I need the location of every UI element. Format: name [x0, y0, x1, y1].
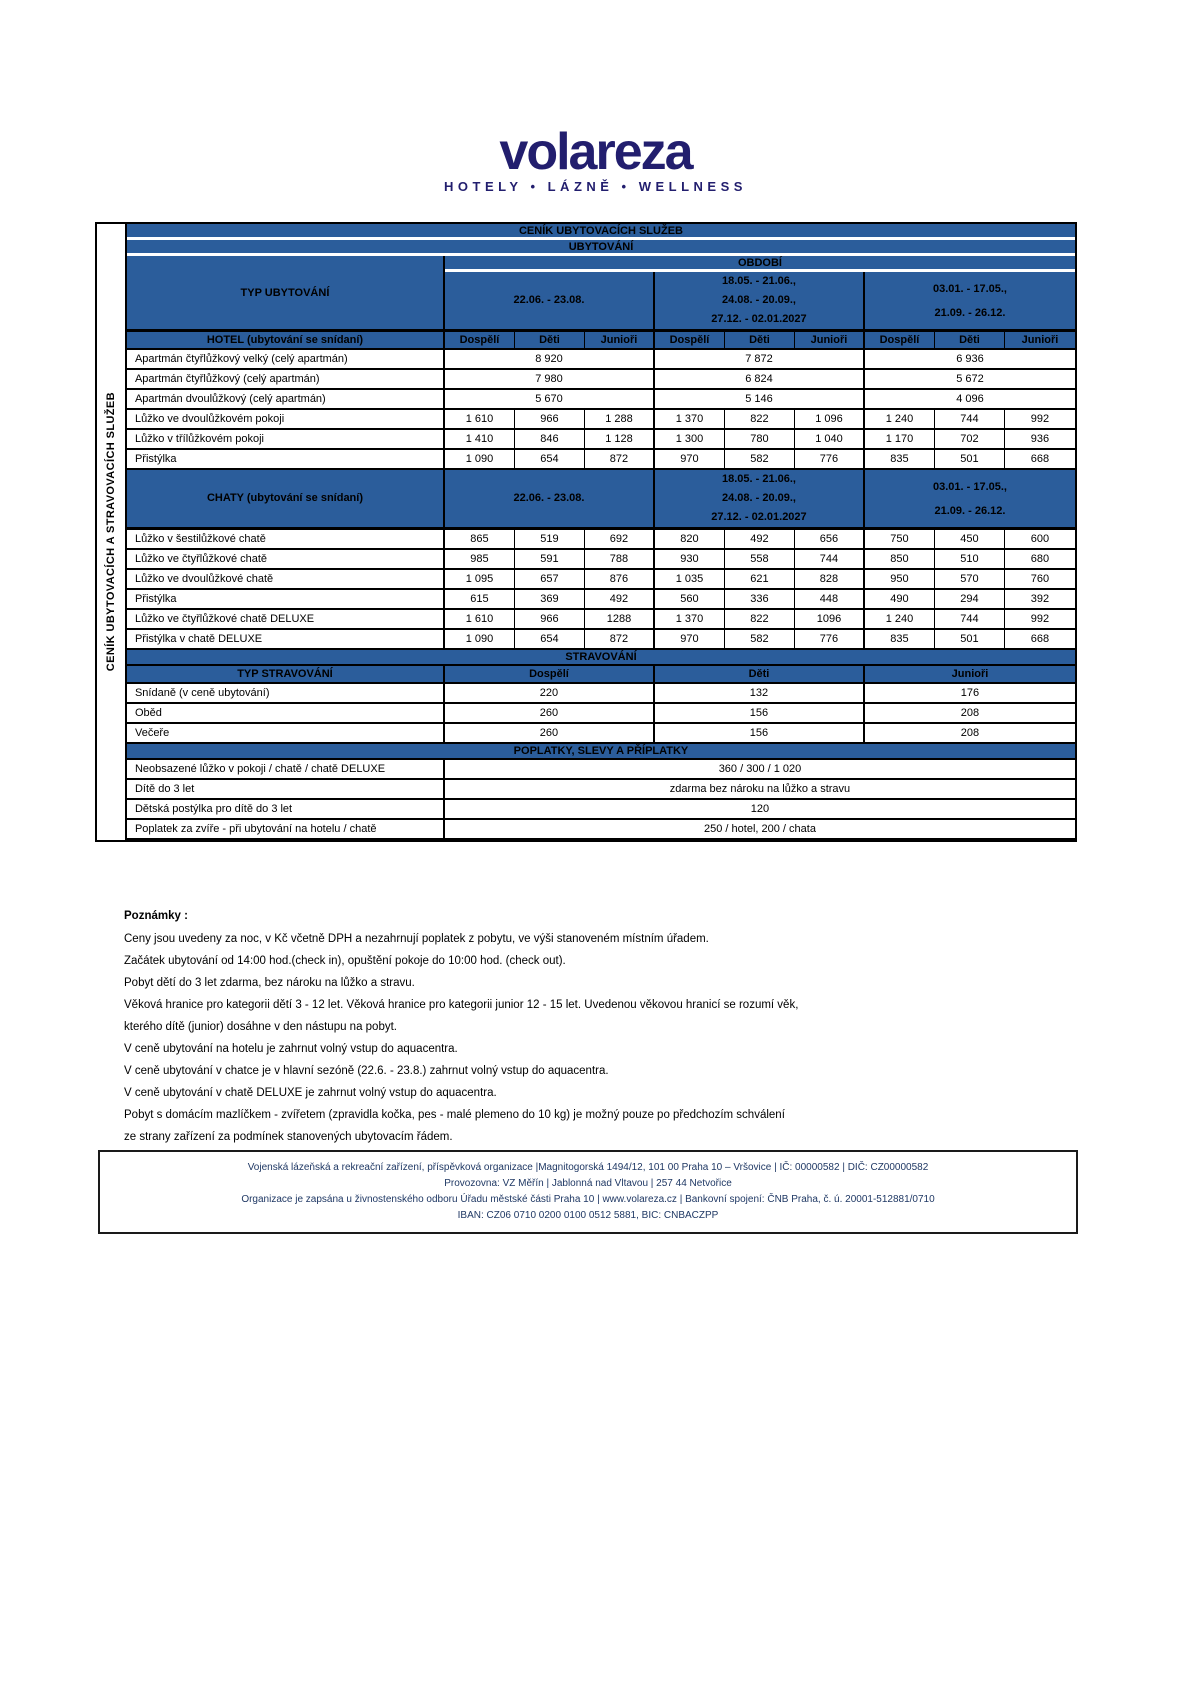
side-label-text: CENÍK UBYTOVACÍCH A STRAVOVACÍCH SLUŽEB	[104, 392, 117, 672]
note-line: Pobyt s domácím mazlíčkem - zvířetem (zpravidla kočka, pes - malé plemeno do 10 kg) je možný pouze po předchozím schválení	[124, 1109, 785, 1121]
price-cell: 582	[725, 450, 795, 470]
price-cell: 760	[1005, 570, 1075, 590]
typ-ubytovani-header: TYP UBYTOVÁNÍ	[127, 256, 445, 332]
value-cell: 250 / hotel, 200 / chata	[445, 820, 1075, 840]
price-cell: 828	[795, 570, 865, 590]
price-cell: 702	[935, 430, 1005, 450]
period-line: 22.06. - 23.08.	[513, 294, 585, 306]
row-label: Snídaně (v ceně ubytování)	[127, 684, 445, 704]
price-cell: 560	[655, 590, 725, 610]
row-label: Oběd	[127, 704, 445, 724]
note-line: V ceně ubytování v chatě DELUXE je zahrnut volný vstup do aquacentra.	[124, 1087, 497, 1099]
price-cell: 1 128	[585, 430, 655, 450]
table-row	[127, 780, 1075, 800]
price-cell: 492	[585, 590, 655, 610]
price-cell: 615	[445, 590, 515, 610]
price-cell: 876	[585, 570, 655, 590]
typ-stravovani-header: TYP STRAVOVÁNÍ	[127, 666, 445, 684]
row-label: Lůžko v šestilůžkové chatě	[127, 530, 445, 550]
value-cell: zdarma bez nároku na lůžko a stravu	[445, 780, 1075, 800]
price-cell: 519	[515, 530, 585, 550]
subcol-header: Děti	[655, 666, 865, 684]
price-cell: 1 610	[445, 410, 515, 430]
price-cell: 1 040	[795, 430, 865, 450]
row-label: Lůžko ve čtyřlůžkové chatě	[127, 550, 445, 570]
price-cell: 1 035	[655, 570, 725, 590]
price-cell: 7 872	[655, 350, 865, 370]
table-row	[127, 630, 1075, 650]
subcol-header: Junioři	[865, 666, 1075, 684]
note-line: V ceně ubytování na hotelu je zahrnut volný vstup do aquacentra.	[124, 1043, 458, 1055]
vertical-side-label	[97, 224, 127, 840]
price-cell: 780	[725, 430, 795, 450]
period-line: 21.09. - 26.12.	[934, 306, 1006, 319]
section-bar-poplatky	[127, 744, 1075, 760]
price-cell: 985	[445, 550, 515, 570]
row-label: Dítě do 3 let	[127, 780, 445, 800]
price-cell: 835	[865, 630, 935, 650]
row-label: Přistýlka	[127, 450, 445, 470]
table-row	[127, 800, 1075, 820]
note-line: Ceny jsou uvedeny za noc, v Kč včetně DPH a nezahrnují poplatek z pobytu, ve výši stanoveném místním úřadem.	[124, 933, 709, 945]
price-cell: 176	[865, 684, 1075, 704]
subcol-header: Dospělí	[445, 332, 515, 350]
price-cell: 872	[585, 630, 655, 650]
price-cell: 744	[935, 410, 1005, 430]
row-label: Apartmán dvoulůžkový (celý apartmán)	[127, 390, 445, 410]
price-cell: 936	[1005, 430, 1075, 450]
table-row	[127, 760, 1075, 780]
stravovani-bar-label: STRAVOVÁNÍ	[127, 650, 1075, 666]
table-row	[127, 590, 1075, 610]
period-cell	[445, 272, 655, 332]
price-cell: 448	[795, 590, 865, 610]
price-cell: 336	[725, 590, 795, 610]
price-cell: 369	[515, 590, 585, 610]
period-line: 24.08. - 20.09.,	[721, 294, 796, 306]
note-line: ze strany zařízení za podmínek stanovených ubytovacím řádem.	[124, 1131, 453, 1143]
period-line: 03.01. - 17.05.,	[932, 282, 1007, 295]
price-cell: 501	[935, 630, 1005, 650]
period-cell	[655, 272, 865, 332]
price-cell: 850	[865, 550, 935, 570]
table-title-row	[127, 224, 1075, 240]
chaty-header-row	[127, 470, 1075, 530]
price-cell: 621	[725, 570, 795, 590]
price-cell: 450	[935, 530, 1005, 550]
value-cell: 120	[445, 800, 1075, 820]
price-cell: 776	[795, 630, 865, 650]
price-cell: 776	[795, 450, 865, 470]
price-cell: 132	[655, 684, 865, 704]
price-cell: 970	[655, 630, 725, 650]
subcol-header: Dospělí	[445, 666, 655, 684]
price-cell: 1 370	[655, 610, 725, 630]
note-line: Pobyt dětí do 3 let zdarma, bez nároku na lůžko a stravu.	[124, 977, 415, 989]
price-cell: 820	[655, 530, 725, 550]
subcol-header: Děti	[935, 332, 1005, 350]
price-cell: 1 096	[795, 410, 865, 430]
table-row	[127, 370, 1075, 390]
price-cell: 8 920	[445, 350, 655, 370]
price-cell: 668	[1005, 450, 1075, 470]
row-label: Večeře	[127, 724, 445, 744]
table-row	[127, 550, 1075, 570]
hotel-section-header: HOTEL (ubytování se snídaní)	[127, 332, 445, 350]
row-label: Lůžko ve čtyřlůžkové chatě DELUXE	[127, 610, 445, 630]
price-cell: 208	[865, 724, 1075, 744]
table-row	[127, 410, 1075, 430]
price-cell: 294	[935, 590, 1005, 610]
notes-heading: Poznámky :	[124, 910, 188, 922]
price-cell: 692	[585, 530, 655, 550]
price-cell: 570	[935, 570, 1005, 590]
row-label: Poplatek za zvíře - při ubytování na hotelu / chatě	[127, 820, 445, 840]
pricelist-box	[95, 222, 1077, 842]
notes-section	[124, 910, 1024, 1153]
price-cell: 835	[865, 450, 935, 470]
footer-line: IBAN: CZ06 0710 0200 0100 0512 5881, BIC: CNBACZPP	[457, 1210, 719, 1221]
table-title: CENÍK UBYTOVACÍCH SLUŽEB	[127, 224, 1075, 240]
section-bar-stravovani	[127, 650, 1075, 666]
price-cell: 1 240	[865, 410, 935, 430]
table-row	[127, 430, 1075, 450]
row-label: Apartmán čtyřlůžkový velký (celý apartmán)	[127, 350, 445, 370]
price-cell: 788	[585, 550, 655, 570]
note-line: kterého dítě (junior) dosáhne v den nástupu na pobyt.	[124, 1021, 397, 1033]
price-cell: 992	[1005, 610, 1075, 630]
price-cell: 558	[725, 550, 795, 570]
table-row	[127, 724, 1075, 744]
subcol-header: Dospělí	[655, 332, 725, 350]
price-cell: 1 370	[655, 410, 725, 430]
subcol-header: Dospělí	[865, 332, 935, 350]
subcol-header: Děti	[725, 332, 795, 350]
table-row	[127, 530, 1075, 550]
price-cell: 654	[515, 630, 585, 650]
subcol-header: Junioři	[585, 332, 655, 350]
ubytovani-bar-label: UBYTOVÁNÍ	[127, 240, 1075, 256]
row-label: Lůžko ve dvoulůžkovém pokoji	[127, 410, 445, 430]
price-cell: 970	[655, 450, 725, 470]
row-label: Lůžko ve dvoulůžkové chatě	[127, 570, 445, 590]
footer-line: Provozovna: VZ Měřín | Jablonná nad Vltavou | 257 44 Netvořice	[444, 1178, 732, 1189]
table-row	[127, 610, 1075, 630]
period-line: 21.09. - 26.12.	[934, 504, 1006, 517]
section-bar-ubytovani	[127, 240, 1075, 256]
price-cell: 490	[865, 590, 935, 610]
price-cell: 865	[445, 530, 515, 550]
value-cell: 360 / 300 / 1 020	[445, 760, 1075, 780]
subcol-header: Junioři	[795, 332, 865, 350]
table-row	[127, 390, 1075, 410]
price-cell: 5 670	[445, 390, 655, 410]
logo-tagline: HOTELY • LÁZNĚ • WELLNESS	[444, 179, 747, 194]
pricelist-table	[127, 224, 1075, 840]
price-cell: 260	[445, 724, 655, 744]
table-row	[127, 820, 1075, 840]
price-cell: 668	[1005, 630, 1075, 650]
price-cell: 5 672	[865, 370, 1075, 390]
row-label: Přistýlka v chatě DELUXE	[127, 630, 445, 650]
price-cell: 950	[865, 570, 935, 590]
price-cell: 591	[515, 550, 585, 570]
price-cell: 600	[1005, 530, 1075, 550]
volareza-logo	[0, 123, 1191, 194]
price-cell: 657	[515, 570, 585, 590]
price-cell: 1 300	[655, 430, 725, 450]
price-cell: 260	[445, 704, 655, 724]
period-line: 03.01. - 17.05.,	[932, 480, 1007, 493]
price-cell: 966	[515, 410, 585, 430]
price-cell: 1 090	[445, 630, 515, 650]
table-row	[127, 450, 1075, 470]
company-footer-box	[98, 1150, 1078, 1234]
subcol-header: Děti	[515, 332, 585, 350]
row-label: Přistýlka	[127, 590, 445, 610]
period-line: 18.05. - 21.06.,	[721, 473, 796, 485]
row-label: Lůžko v třílůžkovém pokoji	[127, 430, 445, 450]
price-cell: 6 936	[865, 350, 1075, 370]
price-cell: 492	[725, 530, 795, 550]
poplatky-bar-label: POPLATKY, SLEVY A PŘÍPLATKY	[127, 744, 1075, 760]
footer-line: Organizace je zapsána u živnostenského odboru Úřadu městské části Praha 10 | www.volareza.cz | Bankovní spojení: ČNB Praha, č. ú. 20001-512881/0710	[241, 1194, 935, 1205]
price-cell: 656	[795, 530, 865, 550]
price-cell: 1 610	[445, 610, 515, 630]
price-cell: 1 170	[865, 430, 935, 450]
period-line: 22.06. - 23.08.	[513, 492, 585, 504]
price-cell: 744	[935, 610, 1005, 630]
row-label: Dětská postýlka pro dítě do 3 let	[127, 800, 445, 820]
price-cell: 1288	[585, 610, 655, 630]
price-cell: 680	[1005, 550, 1075, 570]
row-label: Apartmán čtyřlůžkový (celý apartmán)	[127, 370, 445, 390]
period-cell	[445, 470, 655, 530]
note-line: Věková hranice pro kategorii dětí 3 - 12 let. Věková hranice pro kategorii junior 12 - 15 let. Uvedenou věkovou hranicí se rozumí věk,	[124, 999, 799, 1011]
price-cell: 208	[865, 704, 1075, 724]
period-cell	[865, 272, 1075, 332]
stravovani-header-row	[127, 666, 1075, 684]
price-cell: 992	[1005, 410, 1075, 430]
chaty-section-header: CHATY (ubytování se snídaní)	[127, 470, 445, 530]
price-cell: 220	[445, 684, 655, 704]
period-cell	[655, 470, 865, 530]
price-cell: 1 410	[445, 430, 515, 450]
period-line: 27.12. - 02.01.2027	[711, 511, 807, 523]
obdobi-header-row	[127, 256, 1075, 272]
price-cell: 4 096	[865, 390, 1075, 410]
price-cell: 966	[515, 610, 585, 630]
price-cell: 7 980	[445, 370, 655, 390]
price-cell: 1 095	[445, 570, 515, 590]
logo-wordmark: volareza	[499, 123, 692, 181]
price-cell: 6 824	[655, 370, 865, 390]
note-line: Začátek ubytování od 14:00 hod.(check in), opuštění pokoje do 10:00 hod. (check out).	[124, 955, 566, 967]
row-label: Neobsazené lůžko v pokoji / chatě / chatě DELUXE	[127, 760, 445, 780]
table-row	[127, 704, 1075, 724]
price-cell: 392	[1005, 590, 1075, 610]
table-row	[127, 570, 1075, 590]
price-cell: 582	[725, 630, 795, 650]
price-cell: 822	[725, 410, 795, 430]
price-cell: 1 288	[585, 410, 655, 430]
price-cell: 156	[655, 724, 865, 744]
price-cell: 744	[795, 550, 865, 570]
subcol-header: Junioři	[1005, 332, 1075, 350]
price-cell: 1096	[795, 610, 865, 630]
price-cell: 930	[655, 550, 725, 570]
price-cell: 750	[865, 530, 935, 550]
period-line: 24.08. - 20.09.,	[721, 492, 796, 504]
period-cell	[865, 470, 1075, 530]
note-line: V ceně ubytování v chatce je v hlavní sezóně (22.6. - 23.8.) zahrnut volný vstup do aquacentra.	[124, 1065, 609, 1077]
price-cell: 846	[515, 430, 585, 450]
price-cell: 872	[585, 450, 655, 470]
table-row	[127, 350, 1075, 370]
price-cell: 822	[725, 610, 795, 630]
hotel-header-row	[127, 332, 1075, 350]
price-cell: 1 090	[445, 450, 515, 470]
price-cell: 501	[935, 450, 1005, 470]
obdobi-header: OBDOBÍ	[445, 256, 1075, 272]
table-row	[127, 684, 1075, 704]
price-cell: 156	[655, 704, 865, 724]
period-line: 27.12. - 02.01.2027	[711, 313, 807, 325]
price-cell: 5 146	[655, 390, 865, 410]
period-line: 18.05. - 21.06.,	[721, 275, 796, 287]
footer-line: Vojenská lázeňská a rekreační zařízení, příspěvková organizace |Magnitogorská 1494/12, 101 00 Praha 10 – Vršovice | IČ: 00000582 | DIČ: CZ00000582	[247, 1162, 929, 1173]
price-cell: 654	[515, 450, 585, 470]
price-cell: 1 240	[865, 610, 935, 630]
price-cell: 510	[935, 550, 1005, 570]
